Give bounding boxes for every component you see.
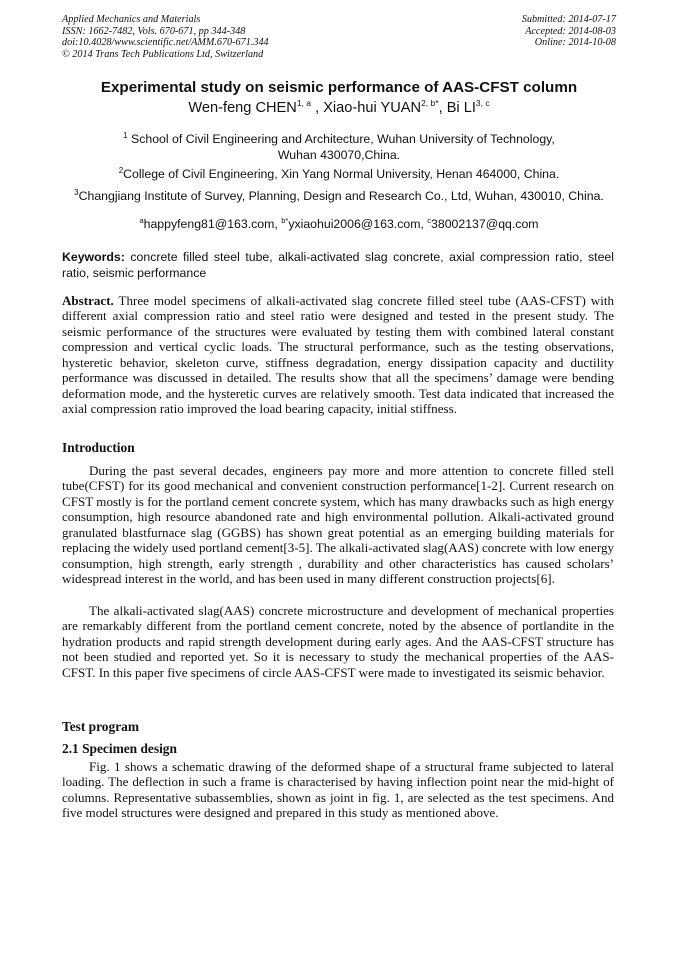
subsection-heading-specimen-design: 2.1 Specimen design [62, 741, 177, 756]
abstract-text: Three model specimens of alkali-activated slag concrete filled steel tube (AAS-CFST) with different axial compression ratio and steel ratio were designed and tested in the present study. The seismic performance of the structures were evaluated by testing them with combined lateral constant compression and vertical cyclic loads. The structural performance, such as the testing observations, hysteretic behavior, skeleton curve, stiffness degradation, energy dissipation capacity and ductility performance was discussed in detailed. The results show that all the specimens’ damage were bending deformation mode, and the hysteretic curves are relatively smooth. Test data indicated that increased the axial compression ratio improved the load bearing capacity, initial stiffness. [62, 293, 614, 417]
online-date: Online: 2014-10-08 [534, 37, 616, 49]
introduction-paragraph-1 [62, 463, 614, 587]
issn-line: ISSN: 1662-7482, Vols. 670-671, pp 344-348 [62, 25, 246, 37]
author-separator: , [311, 100, 324, 116]
email-marker: b* [281, 216, 289, 225]
email-marker: a [139, 216, 144, 225]
abstract-label: Abstract. [62, 293, 114, 308]
paragraph-text: Fig. 1 shows a schematic drawing of the deformed shape of a structural frame subjected to lateral loading. The deflection in such a frame is characterised by having inflection point near the mid-hight of columns. Representative subassemblies, shown as joint in fig. 1, are selected as the test specimens. And five model structures were designed and prepared in this study as mentioned above. [62, 759, 614, 821]
email-address[interactable]: happyfeng81@163.com, [143, 217, 282, 231]
specimen-design-paragraph [62, 759, 614, 821]
affiliation-number: 3 [74, 188, 79, 197]
author-list [0, 100, 678, 116]
affiliation-number: 1 [123, 131, 128, 140]
affiliation-text: Changjiang Institute of Survey, Planning, Design and Research Co., Ltd, Wuhan, 430010, China. [78, 189, 604, 203]
author-name: Bi LI [446, 100, 476, 116]
paragraph-text: The alkali-activated slag(AAS) concrete microstructure and development of mechanical properties are remarkably different from the portland cement concrete, noted by the absence of portlandite in the hydration products and rapid strength development during early ages. And the AAS-CFST structure has not been studied and reported yet. So it is necessary to study the mechanical properties of the AAS-CFST. In this paper five specimens of circle AAS-CFST were made to investigated its seismic behavior. [62, 603, 614, 680]
affiliation-2 [0, 167, 678, 183]
keywords [62, 250, 614, 281]
journal-header-left [62, 14, 269, 60]
introduction-paragraph-2 [62, 603, 614, 680]
journal-name: Applied Mechanics and Materials [62, 14, 201, 25]
affiliation-1 [0, 132, 678, 163]
affiliation-text: College of Civil Engineering, Xin Yang Normal University, Henan 464000, China. [123, 167, 560, 181]
email-marker: c [427, 216, 432, 225]
submitted-date: Submitted: 2014-07-17 [521, 14, 616, 25]
section-heading-introduction: Introduction [62, 440, 135, 455]
paragraph-text: During the past several decades, engineers pay more and more attention to concrete filled stell tube(CFST) for its good mechanical and convenient construction performance[1-2]. Current research on CFST mostly is for the portland cement concrete system, which has many drawbacks such as high energy consumption, high resource abandoned rate and high environmental pollution. Alkali-activated ground granulated blastfurnace slag (GGBS) has shown great potential as an emerging building materials for replacing the widely used portland cement[3-5]. The alkali-activated slag(AAS) concrete with low energy consumption, high strength, early strength , durability and other characteristics has caused scholars’ widespread interest in the world, and has been used in many different construction projects[6]. [62, 463, 615, 587]
copyright-line: © 2014 Trans Tech Publications Ltd, Switzerland [62, 48, 264, 60]
accepted-date: Accepted: 2014-08-03 [525, 25, 616, 37]
keywords-label: Keywords: [62, 250, 125, 264]
author-separator: , [438, 100, 447, 116]
author-name: Wen-feng CHEN [188, 100, 297, 116]
affiliation-number: 2 [118, 166, 124, 175]
keywords-text: concrete filled steel tube, alkali-activated slag concrete, axial compression ratio, steel ratio, seismic performance [62, 250, 615, 280]
author-emails [0, 217, 678, 231]
paper-title: Experimental study on seismic performance of AAS-CFST column [100, 79, 578, 96]
author-affiliation-marker: 2, b* [421, 98, 439, 108]
author-affiliation-marker: 3, c [475, 98, 490, 108]
affiliation-text: Wuhan 430070,China. [277, 147, 401, 162]
email-address[interactable]: 38002137@qq.com [431, 217, 539, 231]
author-name: Xiao-hui YUAN [323, 100, 422, 116]
author-affiliation-marker: 1, a [296, 98, 312, 108]
doi-line: doi:10.4028/www.scientific.net/AMM.670-671.344 [62, 37, 269, 49]
journal-header-right [522, 14, 616, 49]
abstract [62, 293, 614, 417]
affiliation-3 [0, 189, 678, 205]
section-heading-test-program: Test program [62, 719, 139, 734]
affiliation-text: School of Civil Engineering and Architecture, Wuhan University of Technology, [131, 132, 555, 146]
email-address[interactable]: yxiaohui2006@163.com, [288, 217, 428, 231]
